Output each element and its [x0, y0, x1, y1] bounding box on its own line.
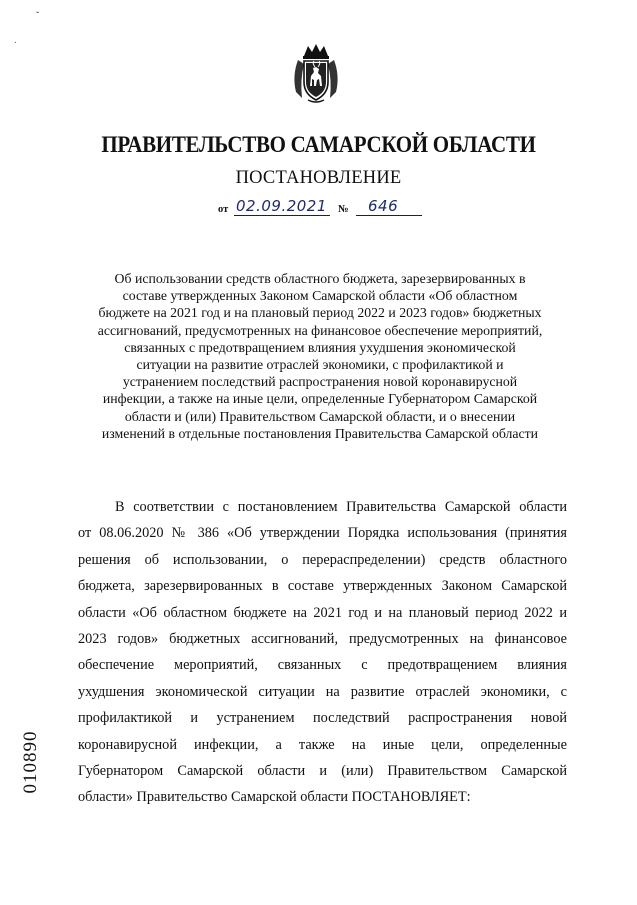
body-line: области «Об областном бюджете на 2021 год и на плановый период 2022 и: [78, 604, 567, 621]
document-number: 646: [368, 197, 399, 215]
date-number-line: [210, 196, 440, 220]
body-line: от 08.06.2020 № 386 «Об утверждении Порядка использования (принятия: [78, 525, 567, 542]
scan-speck: ˇ: [36, 11, 40, 22]
subject-line: изменений в отдельные постановления Правительства Самарской области: [101, 425, 539, 441]
body-paragraph: [78, 494, 567, 811]
number-underline: [356, 215, 422, 216]
subject-line: инфекции, а также на иные цели, определенные Губернатором Самарской: [102, 391, 538, 407]
date-underline: [234, 215, 330, 216]
subject-line: устранением последствий распространения новой коронавирусной: [122, 374, 518, 390]
scan-speck: ˑ: [14, 39, 17, 50]
document-date: 02.09.2021: [236, 197, 327, 215]
body-line: В соответствии с постановлением Правительства Самарской области: [115, 499, 567, 515]
subject-line: ассигнований, предусмотренных на финансовое обеспечение мероприятий,: [97, 322, 543, 338]
subject-line: ситуации на развитие отраслей экономики, с профилактикой и: [136, 357, 504, 373]
body-line: ухудшения экономической ситуации на развитие отраслей экономики, с: [78, 683, 567, 700]
number-prefix: №: [338, 204, 349, 215]
body-line: решения об использовании, о перераспределении) средств областного: [78, 551, 567, 568]
body-line: Губернатором Самарской области и (или) Правительством Самарской: [78, 763, 567, 780]
body-line: коронавирусной инфекции, а также на иные цели, определенные: [78, 736, 567, 753]
government-title: ПРАВИТЕЛЬСТВО САМАРСКОЙ ОБЛАСТИ: [101, 130, 536, 158]
body-line: области» Правительство Самарской области ПОСТАНОВЛЯЕТ:: [78, 789, 471, 806]
body-line: бюджета, зарезервированных в составе утвержденных Законом Самарской: [78, 578, 567, 595]
body-line: 2023 годов» бюджетных ассигнований, предусмотренных на финансовое: [78, 631, 567, 648]
subject-line: связанных с предотвращением влияния ухудшения экономической: [124, 339, 516, 355]
document-subject: [70, 270, 570, 442]
body-line: профилактикой и устранением последствий распространения новой: [78, 710, 567, 727]
samara-coat-of-arms-icon: [290, 42, 342, 104]
subject-line: составе утвержденных Законом Самарской области «Об областном: [122, 288, 518, 304]
subject-line: бюджете на 2021 год и на плановый период 2022 и 2023 годов» бюджетных: [98, 305, 542, 321]
serial-number: 010890: [20, 730, 41, 794]
body-line: обеспечение мероприятий, связанных с предотвращением влияния: [78, 657, 567, 674]
subject-line: области и (или) Правительством Самарской области, и о внесении: [124, 408, 516, 424]
document-type: ПОСТАНОВЛЕНИЕ: [235, 168, 402, 188]
date-prefix: от: [218, 204, 229, 215]
subject-line: Об использовании средств областного бюджета, зарезервированных в: [114, 271, 526, 286]
